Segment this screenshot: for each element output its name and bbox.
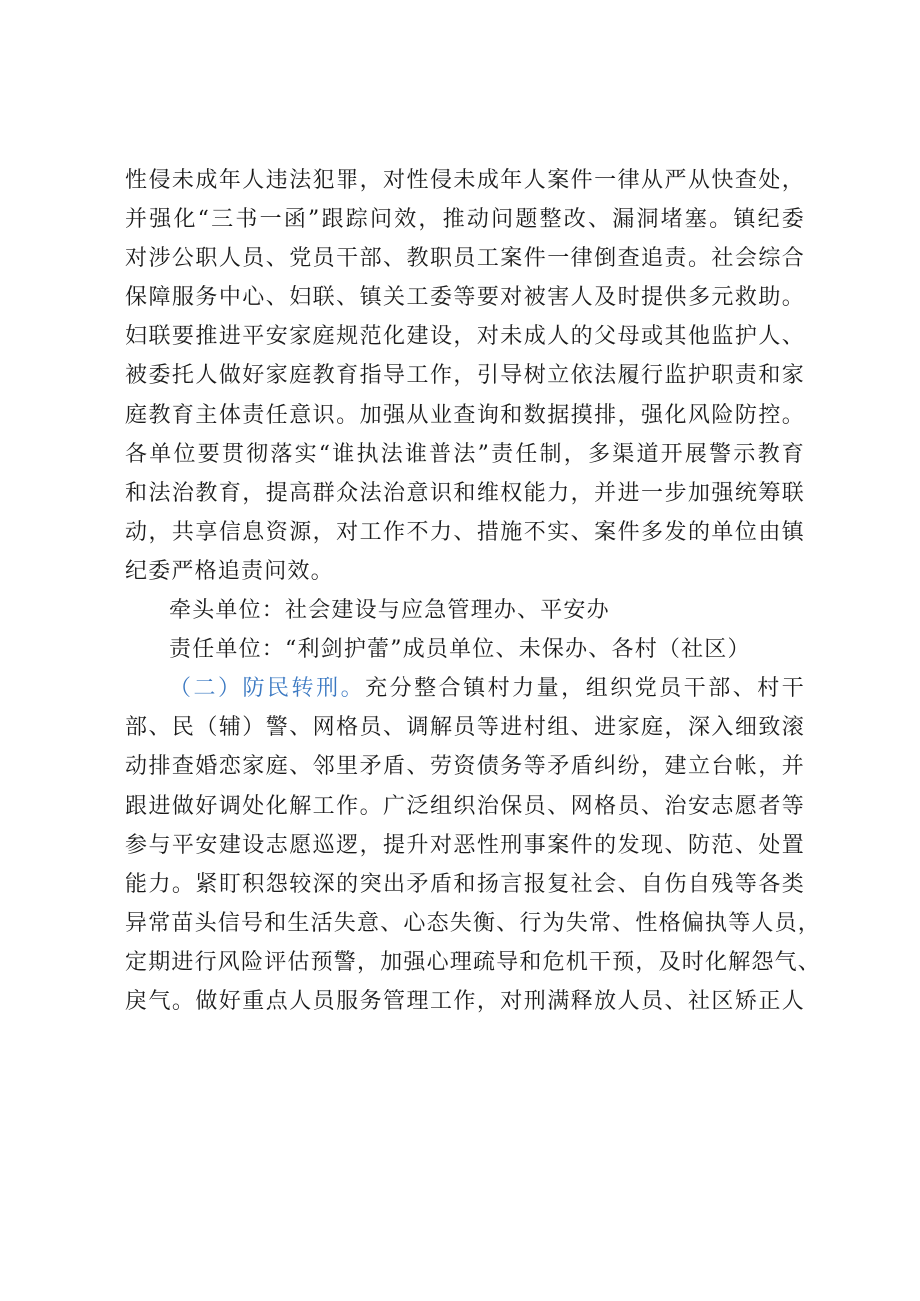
text-line: 妇联要推进平安家庭规范化建设，对未成人的父母或其他监护人、 <box>125 324 805 350</box>
text-line: 异常苗头信号和生活失意、心态失衡、行为失常、性格偏执等人员， <box>125 910 822 936</box>
text-line: 跟进做好调处化解工作。广泛组织治保员、网格员、治安志愿者等 <box>125 793 805 819</box>
text-line: 参与平安建设志愿巡逻，提升对恶性刑事案件的发现、防范、处置 <box>125 832 805 858</box>
text-line: 被委托人做好家庭教育指导工作，引导树立依法履行监护职责和家 <box>125 363 805 389</box>
text-line: 动，共享信息资源，对工作不力、措施不实、案件多发的单位由镇 <box>125 519 805 545</box>
text-line: 部、民（辅）警、网格员、调解员等进村组、进家庭，深入细致滚 <box>125 715 805 741</box>
section-heading: （二）防民转刑。 <box>169 676 366 702</box>
responsible-unit-line: 责任单位：“利剑护蕾”成员单位、未保办、各村（社区） <box>169 637 751 663</box>
text-line-last: 纪委严格追责问效。 <box>125 558 334 584</box>
text-line: 各单位要贯彻落实“谁执法谁普法”责任制，多渠道开展警示教育 <box>125 441 805 467</box>
section-2-first-line-text: 充分整合镇村力量，组织党员干部、村干 <box>365 676 805 702</box>
text-line: 性侵未成年人违法犯罪，对性侵未成年人案件一律从严从快查处， <box>125 168 805 193</box>
text-line: 并强化“三书一函”跟踪问效，推动问题整改、漏洞堵塞。镇纪委 <box>125 207 805 233</box>
section-2-first-line <box>125 669 805 708</box>
text-line: 和法治教育，提高群众法治意识和维权能力，并进一步加强统筹联 <box>125 480 805 506</box>
text-line: 能力。紧盯积怨较深的突出矛盾和扬言报复社会、自伤自残等各类 <box>125 871 805 897</box>
text-line: 对涉公职人员、党员干部、教职员工案件一律倒查追责。社会综合 <box>125 246 805 272</box>
paragraph-1 <box>125 161 805 591</box>
text-line: 定期进行风险评估预警，加强心理疏导和危机干预，及时化解怨气、 <box>125 949 822 975</box>
text-line: 保障服务中心、妇联、镇关工委等要对被害人及时提供多元救助。 <box>125 285 805 311</box>
text-line: 动排查婚恋家庭、邻里矛盾、劳资债务等矛盾纠纷，建立台帐，并 <box>125 754 805 780</box>
text-line: 戾气。做好重点人员服务管理工作，对刑满释放人员、社区矫正人 <box>125 988 805 1014</box>
lead-unit-line: 牵头单位：社会建设与应急管理办、平安办 <box>169 598 610 624</box>
text-line: 庭教育主体责任意识。加强从业查询和数据摸排，强化风险防控。 <box>125 402 805 428</box>
document-body <box>125 161 822 1021</box>
section-2 <box>125 669 822 1021</box>
